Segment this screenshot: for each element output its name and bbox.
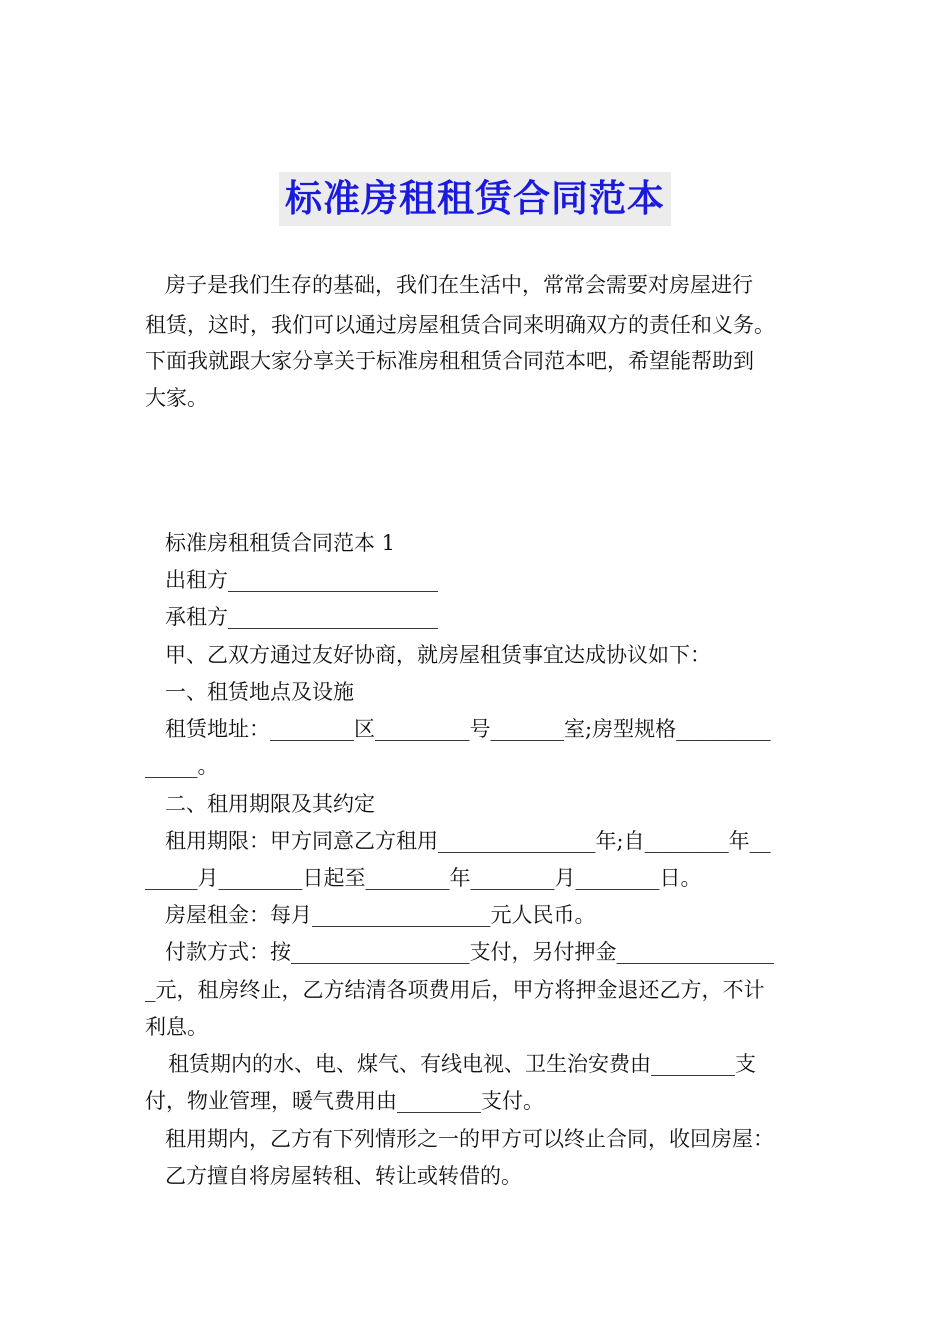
document-title-text: 标准房租租赁合同范本 xyxy=(279,172,671,226)
payment-line-end: 利息。 xyxy=(145,1015,208,1039)
intro-line-4: 大家。 xyxy=(145,386,208,410)
rent-line: 房屋租金：每月_________________元人民币。 xyxy=(165,903,596,927)
agreement-intro-line: 甲、乙双方通过友好协商，就房屋租赁事宜达成协议如下： xyxy=(165,643,711,667)
section-heading-contract-1: 标准房租租赁合同范本 1 xyxy=(165,531,396,555)
intro-line-1: 房子是我们生存的基础，我们在生活中，常常会需要对房屋进行 xyxy=(165,273,753,297)
document-title xyxy=(0,172,950,226)
payment-line: 付款方式：按_________________支付，另付押金_______________ xyxy=(165,940,774,964)
termination-line: 租用期内，乙方有下列情形之一的甲方可以终止合同，收回房屋： xyxy=(165,1127,774,1151)
payment-line-continued: _元，租房终止，乙方结清各项费用后，甲方将押金退还乙方，不计 xyxy=(145,978,765,1002)
termination-condition-line: 乙方擅自将房屋转租、转让或转借的。 xyxy=(165,1164,522,1188)
lessee-line: 承租方____________________ xyxy=(165,605,438,629)
utilities-line: 租赁期内的水、电、煤气、有线电视、卫生治安费由________支 xyxy=(168,1052,756,1076)
address-line-continued: _____。 xyxy=(145,754,219,778)
intro-line-3: 下面我就跟大家分享关于标准房租租赁合同范本吧，希望能帮助到 xyxy=(145,349,754,373)
term-line: 租用期限：甲方同意乙方租用_______________年;自________年__ xyxy=(165,829,771,853)
address-line: 租赁地址：________区_________号_______室;房型规格_________ xyxy=(165,717,771,741)
intro-line-2: 租赁，这时，我们可以通过房屋租赁合同来明确双方的责任和义务。 xyxy=(145,313,775,337)
term-line-continued: _____月________日起至________年________月________日。 xyxy=(145,866,702,890)
lessor-line: 出租方____________________ xyxy=(165,568,438,592)
utilities-line-continued: 付，物业管理，暖气费用由________支付。 xyxy=(145,1089,544,1113)
clause-1-heading: 一、租赁地点及设施 xyxy=(165,680,354,704)
clause-2-heading: 二、租用期限及其约定 xyxy=(165,792,375,816)
